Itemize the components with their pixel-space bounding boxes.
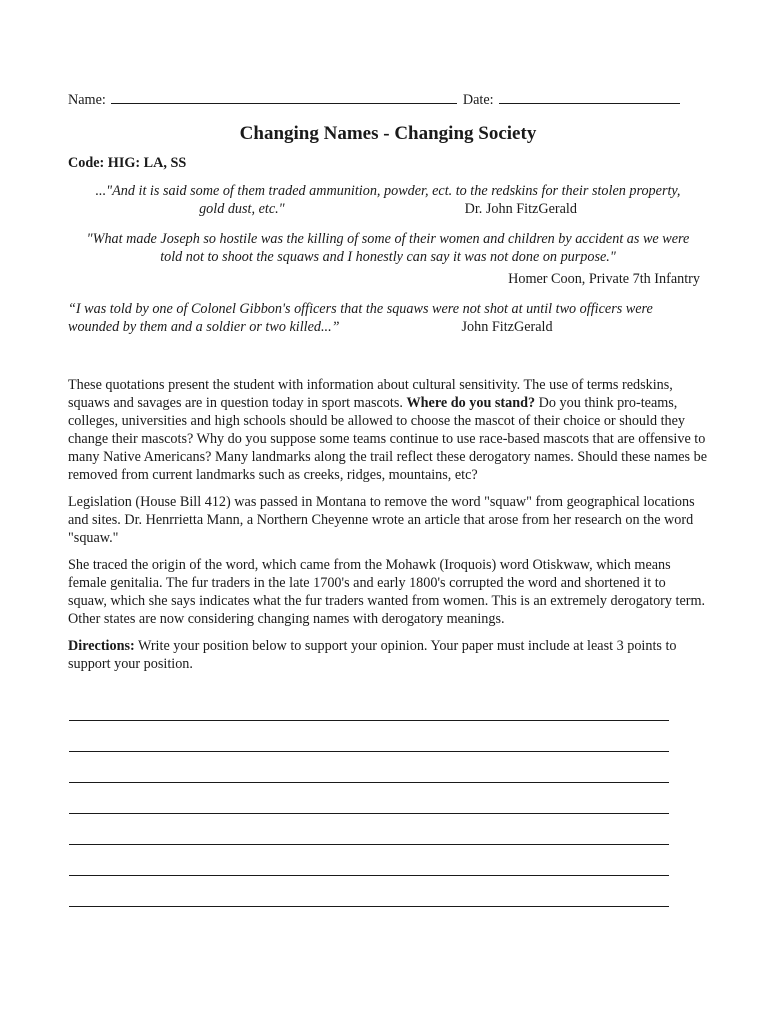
answer-line[interactable]: [69, 752, 669, 783]
quote-1-line1: ..."And it is said some of them traded ammunition, powder, ect. to the redskins for their stolen property,: [95, 183, 681, 199]
date-label: Date:: [462, 92, 494, 108]
name-label: Name:: [68, 92, 106, 108]
worksheet-page: [68, 90, 708, 907]
answer-lines: [68, 690, 708, 907]
intro-text-start: These quotations present the student with information about cultural sensitivity. The use of terms redskins, squaws and savages are in question today in sport mascots.: [68, 377, 673, 411]
quote-2-text: "What made Joseph so hostile was the killing of some of their women and children by accident as we were told not to shoot the squaws and I honestly can say it was not done on purpose.": [86, 231, 690, 265]
date-field[interactable]: [499, 90, 680, 104]
answer-line[interactable]: [69, 814, 669, 845]
quote-2: [68, 230, 708, 266]
name-date-header: [68, 90, 708, 110]
intro-question: Where do you stand?: [406, 395, 536, 411]
name-field[interactable]: [111, 90, 457, 104]
quote-1: [68, 182, 708, 218]
paragraph-intro: [68, 376, 708, 484]
answer-line[interactable]: [69, 876, 669, 907]
answer-line[interactable]: [69, 783, 669, 814]
page-title: Changing Names - Changing Society: [239, 123, 537, 144]
answer-line[interactable]: [69, 845, 669, 876]
directions-text: Write your position below to support your opinion. Your paper must include at least 3 points to support your position.: [68, 638, 677, 672]
paragraph-legislation: Legislation (House Bill 412) was passed in Montana to remove the word "squaw" from geographical locations and sites. Dr. Henrrietta Mann, a Northern Cheyenne wrote an article that arose from her research on the word "squaw.": [68, 494, 695, 546]
quote-1-line2: gold dust, etc.": [199, 201, 285, 217]
quote-3-line1: “I was told by one of Colonel Gibbon's officers that the squaws were not shot at until two officers were: [68, 301, 653, 317]
quote-1-attribution: Dr. John FitzGerald: [464, 201, 577, 217]
paragraph-origin: She traced the origin of the word, which came from the Mohawk (Iroquois) word Otiskwaw, which means female genitalia. The fur traders in the late 1700's and early 1800's corrupted the word and shortened it to squaw, which she says indicates what the fur traders wanted from women. This is an extremely derogatory term. Other states are now considering changing names with derogatory meanings.: [68, 557, 706, 627]
quote-2-attribution: Homer Coon, Private 7th Infantry: [508, 271, 700, 287]
quote-3-line2: wounded by them and a soldier or two killed...”: [68, 319, 340, 335]
intro-text-end: Do you think pro-teams, colleges, universities and high schools should be allowed to choose the mascot of their choice or should they change their mascots? Why do you suppose some teams continue to use race-based mascots that are offensive to many Native Americans? Many landmarks along the trail reflect these derogatory names. Should these names be removed from current landmarks such as creeks, ridges, mountains, etc?: [68, 395, 708, 483]
quote-3: [68, 300, 708, 336]
quote-3-attribution: John FitzGerald: [461, 319, 553, 335]
answer-line[interactable]: [69, 721, 669, 752]
subject-code: Code: HIG: LA, SS: [68, 155, 187, 171]
directions: [68, 637, 708, 673]
answer-line[interactable]: [69, 690, 669, 721]
directions-label: Directions:: [68, 638, 135, 654]
